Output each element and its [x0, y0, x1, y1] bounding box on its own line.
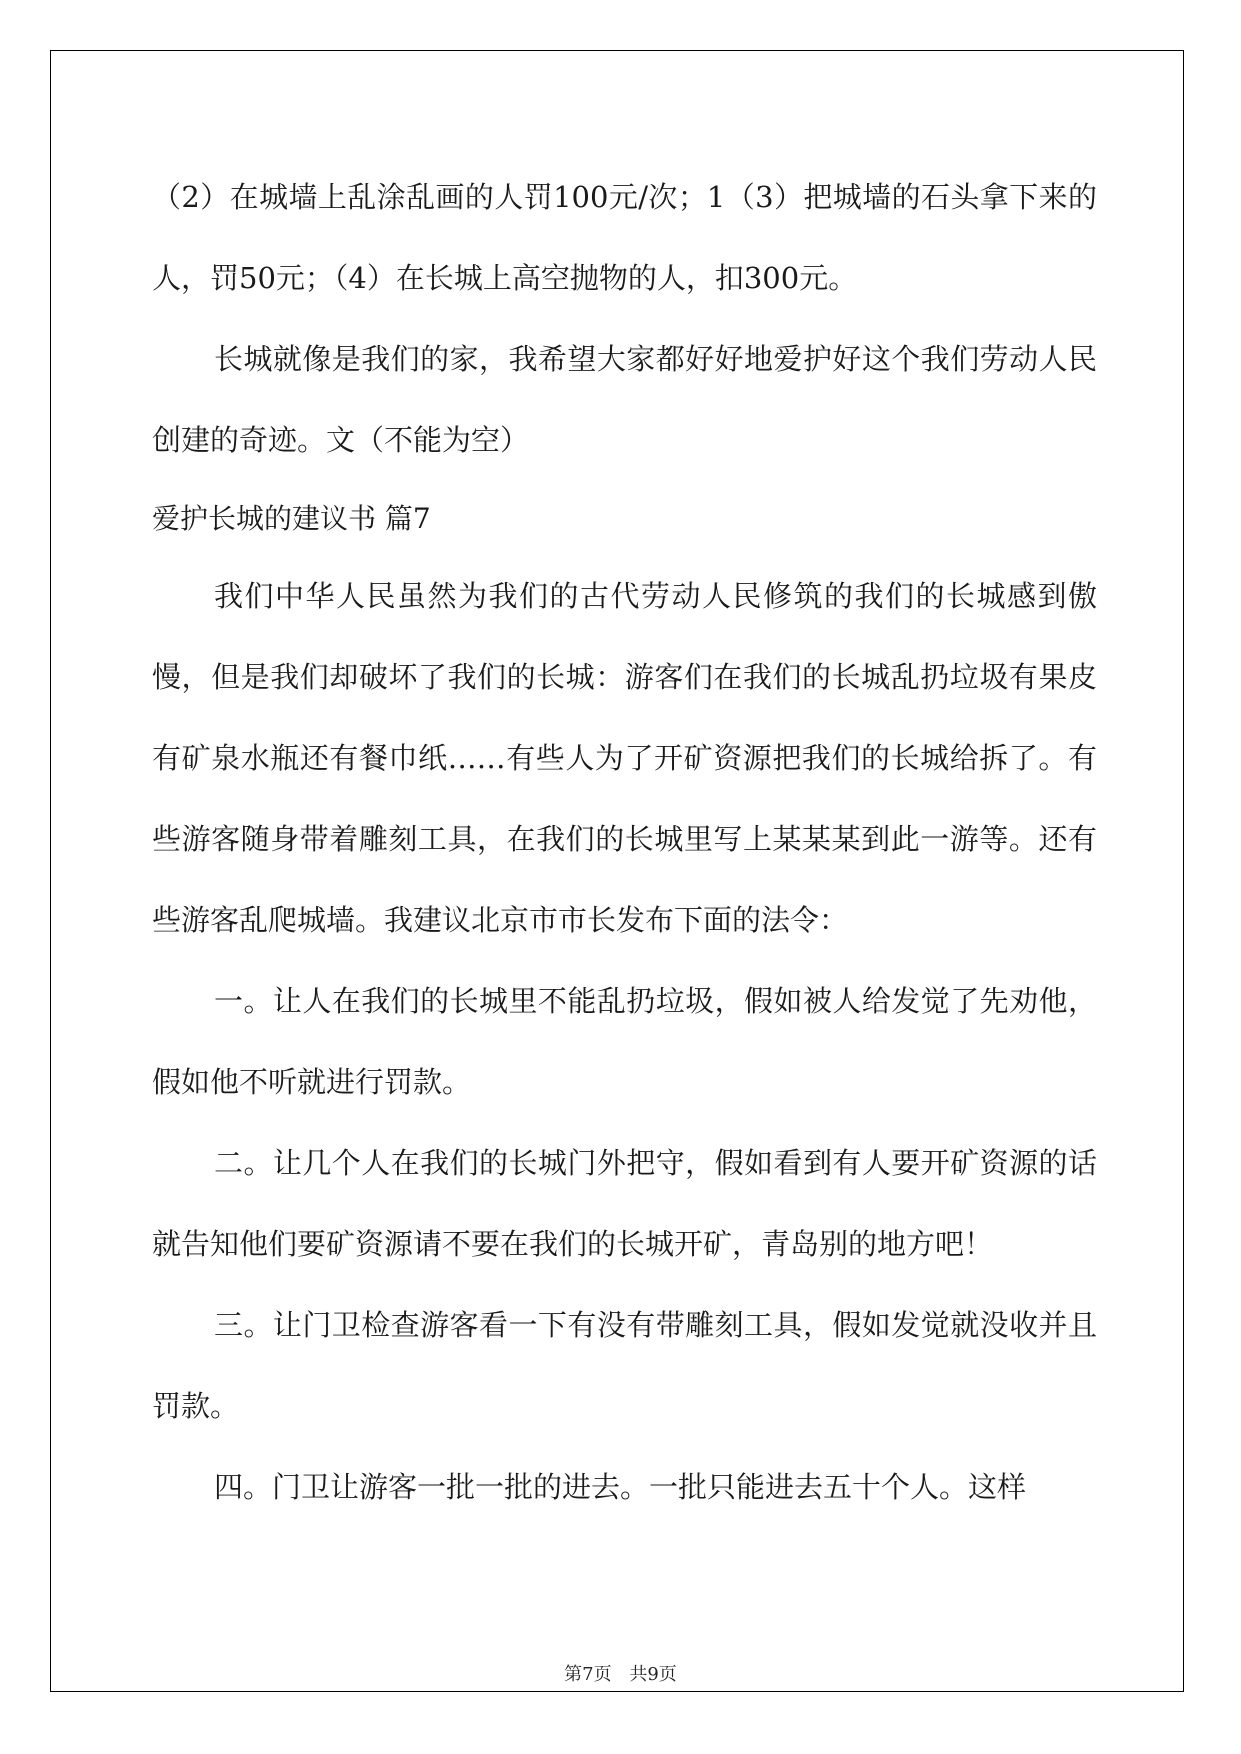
page-total: 共9页 — [629, 1664, 677, 1685]
section-heading: 爱护长城的建议书 篇7 — [152, 502, 431, 535]
page-footer — [0, 1660, 1241, 1686]
paragraph: 三。让门卫检查游客看一下有没有带雕刻工具，假如发觉就没收并且罚款。 — [152, 1308, 1097, 1423]
page-number: 第7页 — [564, 1664, 612, 1685]
paragraph: 四。门卫让游客一批一批的进去。一批只能进去五十个人。这样 — [214, 1470, 1027, 1504]
paragraph: 长城就像是我们的家，我希望大家都好好地爱护好这个我们劳动人民创建的奇迹。文（不能为空） — [152, 342, 1097, 457]
document-content — [152, 157, 1097, 1528]
paragraph: 一。让人在我们的长城里不能乱扔垃圾，假如被人给发觉了先劝他，假如他不听就进行罚款。 — [152, 984, 1097, 1099]
paragraph: 我们中华人民虽然为我们的古代劳动人民修筑的我们的长城感到傲慢，但是我们却破坏了我们的长城：游客们在我们的长城乱扔垃圾有果皮有矿泉水瓶还有餐巾纸……有些人为了开矿资源把我们的长城给拆了。有些游客随身带着雕刻工具，在我们的长城里写上某某某到此一游等。还有些游客乱爬城墙。我建议北京市市长发布下面的法令： — [152, 579, 1097, 937]
paragraph: 二。让几个人在我们的长城门外把守，假如看到有人要开矿资源的话就告知他们要矿资源请不要在我们的长城开矿，青岛别的地方吧！ — [152, 1146, 1097, 1261]
paragraph: （2）在城墙上乱涂乱画的人罚100元/次；1（3）把城墙的石头拿下来的人，罚50元；（4）在长城上高空抛物的人，扣300元。 — [152, 180, 1097, 295]
